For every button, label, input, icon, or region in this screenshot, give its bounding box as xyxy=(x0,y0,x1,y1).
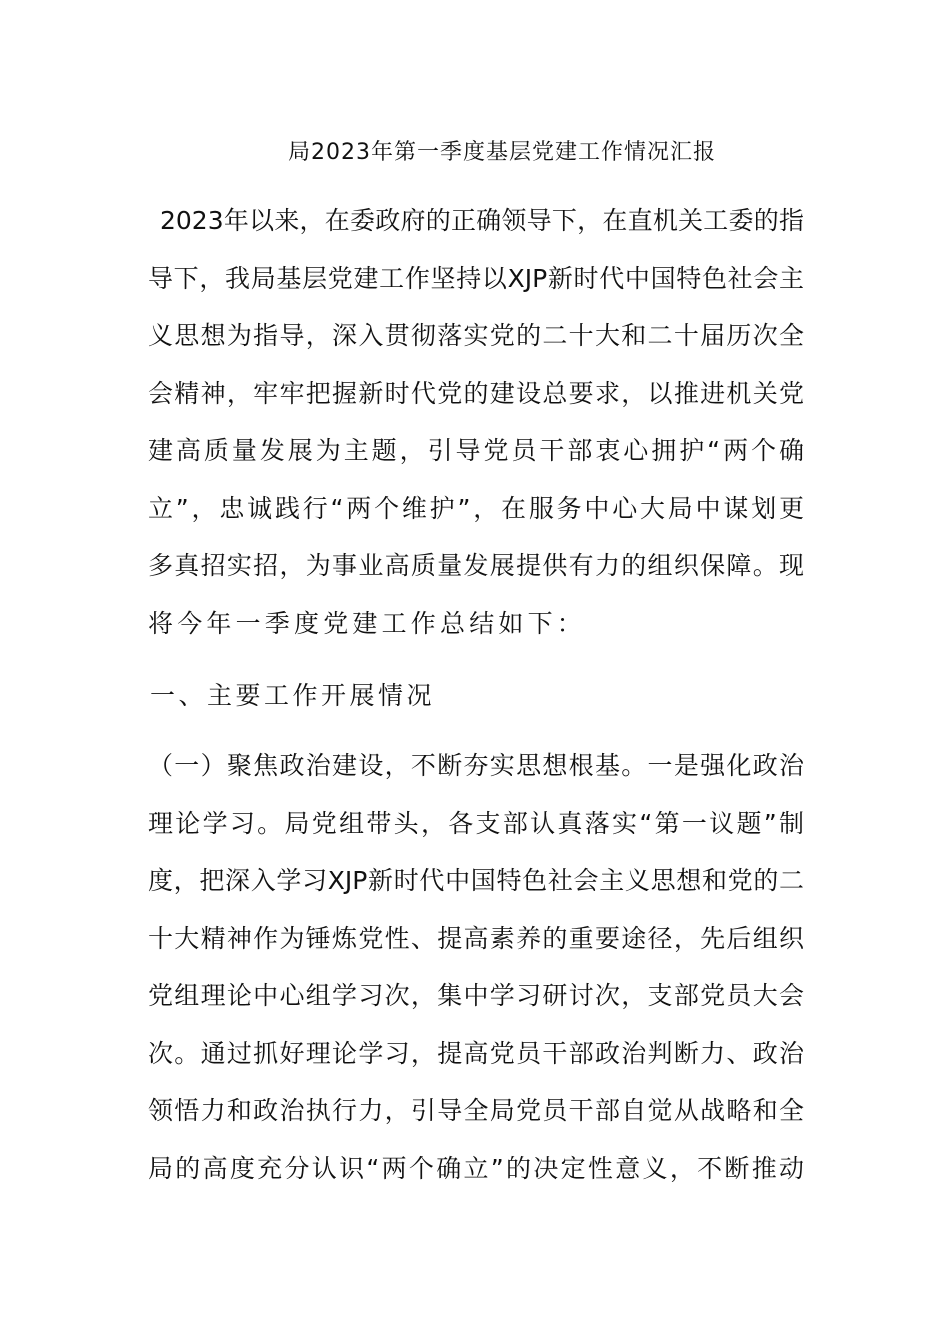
paragraph-line: 将今年一季度党建工作总结如下： xyxy=(148,609,587,638)
paragraph-line: 理论学习。局党组带头，各支部认真落实“第一议题”制 xyxy=(148,809,804,838)
paragraph-line: 党组理论中心组学习次，集中学习研讨次，支部党员大会 xyxy=(148,981,804,1010)
paragraph-line: （一）聚焦政治建设，不断夯实思想根基。一是强化政治 xyxy=(148,751,804,780)
section-heading: 一、主要工作开展情况 xyxy=(150,681,436,710)
paragraph-line: 立”，忠诚践行“两个维护”，在服务中心大局中谋划更 xyxy=(148,494,804,523)
paragraph-line: 局的高度充分认识“两个确立”的决定性意义，不断推动 xyxy=(148,1154,804,1183)
paragraph-line: 会精神，牢牢把握新时代党的建设总要求，以推进机关党 xyxy=(148,379,804,408)
paragraph-line: 领悟力和政治执行力，引导全局党员干部自觉从战略和全 xyxy=(148,1096,804,1125)
document-title: 局2023年第一季度基层党建工作情况汇报 xyxy=(288,140,716,165)
paragraph-line: 十大精神作为锤炼党性、提高素养的重要途径，先后组织 xyxy=(148,924,804,953)
paragraph-line: 2023年以来，在委政府的正确领导下，在直机关工委的指 xyxy=(160,206,804,235)
paragraph-line: 度，把深入学习XJP新时代中国特色社会主义思想和党的二 xyxy=(148,866,804,895)
paragraph-line: 多真招实招，为事业高质量发展提供有力的组织保障。现 xyxy=(148,551,804,580)
paragraph-line: 建高质量发展为主题，引导党员干部衷心拥护“两个确 xyxy=(148,436,804,465)
paragraph-line: 导下，我局基层党建工作坚持以XJP新时代中国特色社会主 xyxy=(148,264,804,293)
paragraph-line: 次。通过抓好理论学习，提高党员干部政治判断力、政治 xyxy=(148,1039,804,1068)
paragraph-line: 义思想为指导，深入贯彻落实党的二十大和二十届历次全 xyxy=(148,321,804,350)
